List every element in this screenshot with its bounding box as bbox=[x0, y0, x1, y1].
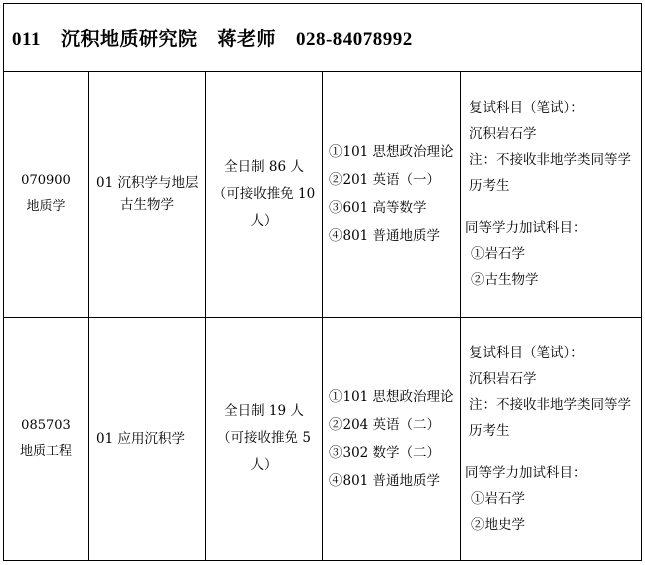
exemption-quota: （可接收推免 5 bbox=[217, 430, 311, 447]
department-code: 011 bbox=[12, 29, 41, 51]
enrollment-plan: 全日制 86 人 bbox=[224, 158, 304, 175]
exam-subjects-cell bbox=[323, 317, 461, 560]
exam-subject: ③601 高等数学 bbox=[329, 200, 427, 217]
enrollment-cell bbox=[206, 317, 323, 560]
contact-person: 蒋老师 bbox=[217, 29, 276, 51]
direction-line: 01 沉积学与地层 bbox=[96, 175, 199, 192]
major-name: 地质学 bbox=[26, 199, 66, 215]
extra-exam-title: 同等学力加试科目： bbox=[465, 464, 587, 481]
enrollment-plan: 全日制 19 人 bbox=[224, 403, 304, 420]
extra-exam-item: ②地史学 bbox=[471, 516, 525, 533]
major-cell bbox=[4, 317, 89, 560]
exam-subject: ③302 数学（二） bbox=[329, 444, 441, 461]
exam-subjects-cell bbox=[323, 72, 461, 317]
retest-title: 复试科目（笔试）： bbox=[469, 344, 584, 361]
retest-subject: 沉积岩石学 bbox=[469, 370, 537, 387]
major-name: 地质工程 bbox=[19, 443, 72, 459]
enrollment-cell bbox=[206, 72, 323, 317]
major-code: 070900 bbox=[21, 173, 71, 189]
contact-phone: 028-84078992 bbox=[295, 29, 413, 51]
extra-exam-title: 同等学力加试科目： bbox=[465, 220, 587, 237]
retest-cell bbox=[461, 317, 642, 560]
exam-subject: ①101 思想政治理论 bbox=[329, 388, 454, 405]
extra-exam-item: ①岩石学 bbox=[471, 246, 525, 263]
extra-exam-item: ①岩石学 bbox=[471, 490, 525, 507]
note-text-end: 历考生 bbox=[469, 178, 510, 195]
exam-subject: ①101 思想政治理论 bbox=[329, 144, 454, 161]
extra-exam-item: ②古生物学 bbox=[471, 272, 539, 289]
direction-line: 古生物学 bbox=[120, 197, 174, 214]
header-cell bbox=[4, 4, 642, 72]
exemption-quota-end: 人） bbox=[250, 212, 278, 229]
retest-cell bbox=[461, 72, 642, 317]
exam-subject: ②201 英语（一） bbox=[329, 172, 441, 189]
table-row bbox=[4, 72, 642, 317]
exam-subject: ④801 普通地质学 bbox=[329, 472, 441, 489]
major-code: 085703 bbox=[21, 417, 71, 433]
department-name: 沉积地质研究院 bbox=[60, 29, 198, 51]
note-text: 注：不接收非地学类同等学 bbox=[469, 152, 631, 169]
direction-cell bbox=[89, 72, 206, 317]
table-row bbox=[4, 317, 642, 560]
note-text-end: 历考生 bbox=[469, 422, 510, 439]
retest-subject: 沉积岩石学 bbox=[469, 126, 537, 143]
retest-title: 复试科目（笔试）： bbox=[469, 100, 584, 117]
exemption-quota-end: 人） bbox=[250, 457, 278, 474]
major-cell bbox=[4, 72, 89, 317]
direction-cell bbox=[89, 317, 206, 560]
header-row bbox=[4, 4, 642, 72]
exam-subject: ④801 普通地质学 bbox=[329, 228, 441, 245]
admission-table bbox=[3, 3, 642, 561]
direction-line: 01 应用沉积学 bbox=[96, 430, 185, 447]
exemption-quota: （可接收推免 10 bbox=[212, 185, 316, 202]
exam-subject: ②204 英语（二） bbox=[329, 416, 441, 433]
note-text: 注：不接收非地学类同等学 bbox=[469, 396, 631, 413]
header-title bbox=[12, 29, 413, 50]
